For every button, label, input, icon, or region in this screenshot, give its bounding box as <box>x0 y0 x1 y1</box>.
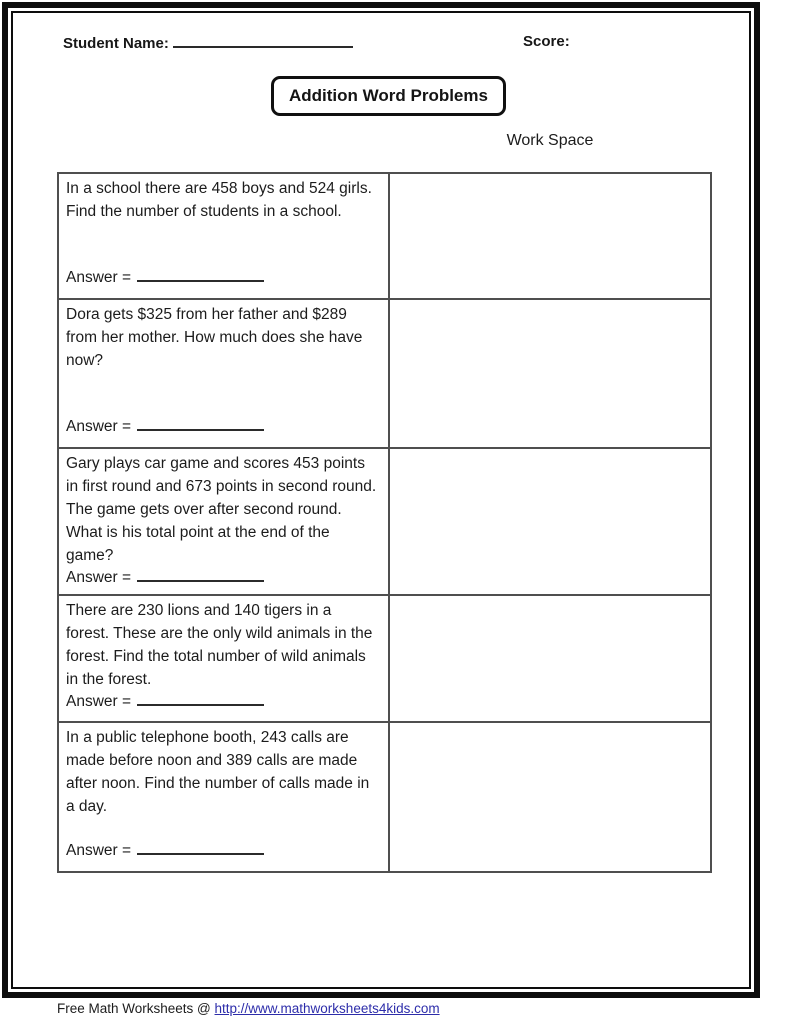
problem-text: Gary plays car game and scores 453 points in first round and 673 points in second round. The game gets over after second round. What is his total point at the end of the game? <box>66 455 377 564</box>
table-row <box>59 174 710 298</box>
table-row <box>59 298 710 447</box>
worksheet-title: Addition Word Problems <box>271 76 506 116</box>
footer-link[interactable]: http://www.mathworksheets4kids.com <box>214 1001 440 1016</box>
student-name-blank <box>173 33 353 48</box>
footer-credit <box>57 1001 440 1016</box>
student-name-label: Student Name: <box>63 35 169 52</box>
problem-text: Dora gets $325 from her father and $289 from her mother. How much does she have now? <box>66 306 363 369</box>
answer-line <box>66 567 378 587</box>
table-row <box>59 721 710 871</box>
problem-text: In a school there are 458 boys and 524 girls. Find the number of students in a school. <box>66 180 372 220</box>
answer-line <box>66 691 378 711</box>
problem-cell-2 <box>59 300 390 447</box>
workspace-cell-4 <box>390 596 710 721</box>
problem-text: In a public telephone booth, 243 calls are made before noon and 389 calls are made after noon. Find the number of calls made in a day. <box>66 729 370 815</box>
answer-label: Answer = <box>66 693 132 710</box>
table-row <box>59 447 710 594</box>
answer-blank <box>137 840 264 855</box>
answer-blank <box>137 267 264 282</box>
table-row <box>59 594 710 721</box>
problem-table <box>57 172 712 873</box>
answer-label: Answer = <box>66 269 132 286</box>
student-name-row <box>63 33 353 52</box>
answer-label: Answer = <box>66 842 132 859</box>
workspace-cell-5 <box>390 723 710 871</box>
workspace-cell-1 <box>390 174 710 298</box>
answer-blank <box>137 691 264 706</box>
answer-line <box>66 840 378 860</box>
answer-line <box>66 416 378 436</box>
workspace-cell-2 <box>390 300 710 447</box>
problem-cell-4 <box>59 596 390 721</box>
answer-blank <box>137 567 264 582</box>
problem-text: There are 230 lions and 140 tigers in a forest. These are the only wild animals in the forest. Find the total number of wild animals in the forest. <box>66 602 373 688</box>
footer-text: Free Math Worksheets @ <box>57 1001 215 1016</box>
workspace-heading: Work Space <box>506 132 594 149</box>
problem-cell-5 <box>59 723 390 871</box>
workspace-cell-3 <box>390 449 710 594</box>
answer-line <box>66 267 378 287</box>
problem-cell-1 <box>59 174 390 298</box>
answer-label: Answer = <box>66 418 132 435</box>
score-label: Score: <box>523 33 570 50</box>
answer-label: Answer = <box>66 569 132 586</box>
problem-cell-3 <box>59 449 390 594</box>
answer-blank <box>137 416 264 431</box>
